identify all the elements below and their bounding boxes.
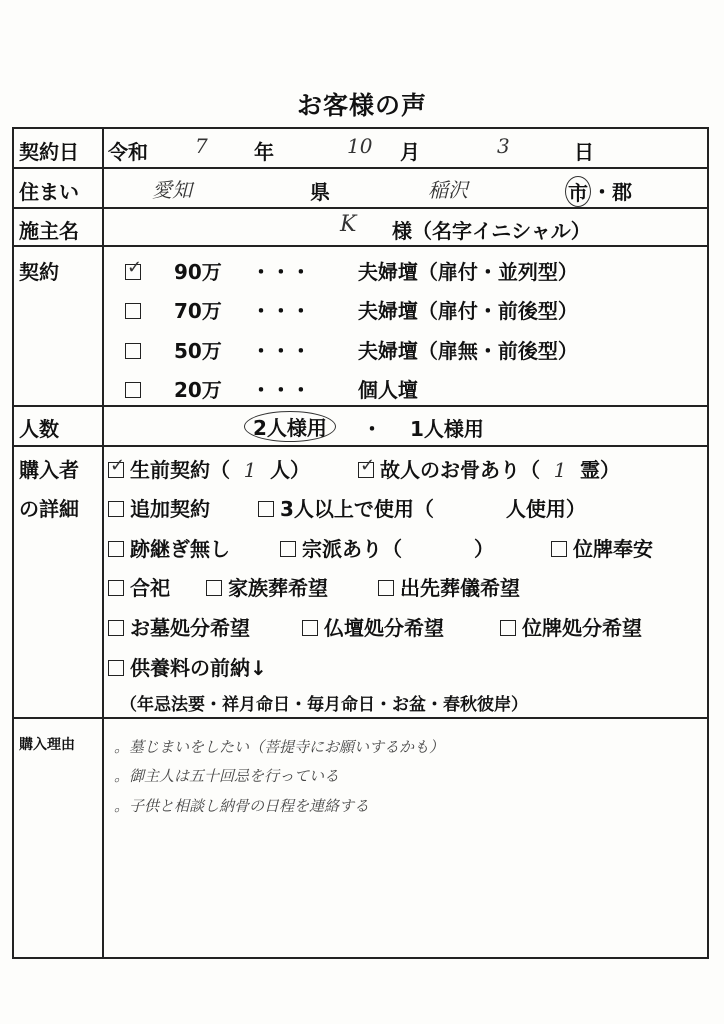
contract-year-field[interactable]: 7 xyxy=(195,134,208,158)
pre-contract-option[interactable] xyxy=(108,454,310,483)
people-option-2[interactable] xyxy=(244,411,336,442)
checkbox[interactable] xyxy=(125,343,141,359)
divider xyxy=(14,717,709,719)
option-text: 仏壇処分希望 xyxy=(324,616,444,640)
option-text: 3人以上で使用（ xyxy=(280,497,434,521)
option-price: 90万 xyxy=(173,260,222,284)
checkbox[interactable] xyxy=(280,541,296,557)
option-dots: ・・・ xyxy=(250,378,311,402)
owner-label: 施主名 xyxy=(19,219,79,243)
deceased-bones-count-field[interactable]: 1 xyxy=(553,458,567,482)
checkbox[interactable] xyxy=(500,620,516,636)
checkbox[interactable] xyxy=(125,382,141,398)
three-plus-option[interactable] xyxy=(258,493,586,522)
checkbox[interactable] xyxy=(378,580,394,596)
reason-label: 購入理由 xyxy=(19,737,75,753)
contract-label: 契約 xyxy=(19,260,59,284)
option-text: 供養料の前納↓ xyxy=(130,656,267,680)
checkbox[interactable] xyxy=(108,580,124,596)
option-text: 故人のお骨あり（ xyxy=(380,458,540,482)
option-price: 70万 xyxy=(173,299,222,323)
option-desc: 個人壇 xyxy=(357,378,418,402)
prefecture-unit: 県 xyxy=(310,180,330,204)
outside-funeral-option[interactable] xyxy=(378,572,520,601)
page-title: お客様の声 xyxy=(296,91,427,120)
checkbox[interactable] xyxy=(258,501,274,517)
divider xyxy=(14,445,709,447)
option-desc: 夫婦壇（扉無・前後型） xyxy=(357,339,578,363)
divider xyxy=(14,207,709,209)
option-text: 宗派あり（ xyxy=(302,537,402,561)
checkbox[interactable] xyxy=(108,541,124,557)
gun-unit: 郡 xyxy=(612,180,632,204)
day-unit: 日 xyxy=(574,140,594,164)
people-separator: ・ xyxy=(362,417,382,441)
contract-month-field[interactable]: 10 xyxy=(347,134,373,158)
city-unit-circled: 市 xyxy=(565,176,591,207)
option-dots: ・・・ xyxy=(250,260,311,284)
grave-disposal-option[interactable] xyxy=(108,612,250,641)
contract-option-70[interactable] xyxy=(125,295,578,324)
option-text-end: ） xyxy=(474,537,494,561)
option-desc: 夫婦壇（扉付・並列型） xyxy=(357,260,578,284)
selected-circle: 2人様用 xyxy=(244,411,336,442)
checkbox[interactable] xyxy=(302,620,318,636)
prepay-note: （年忌法要・祥月命日・毎月命日・お盆・春秋彼岸） xyxy=(120,695,528,715)
reason-line[interactable]: 。子供と相談し納骨の日程を連絡する xyxy=(114,797,370,815)
family-funeral-option[interactable] xyxy=(206,572,328,601)
option-price: 50万 xyxy=(173,339,222,363)
option-dots: ・・・ xyxy=(250,339,311,363)
option-text: 出先葬儀希望 xyxy=(400,576,520,600)
prepay-option[interactable] xyxy=(108,652,267,681)
option-text-end: 人） xyxy=(270,458,310,482)
contract-option-20[interactable] xyxy=(125,374,418,403)
people-option-1[interactable]: 1人様用 xyxy=(410,417,484,441)
month-unit: 月 xyxy=(400,140,420,164)
people-label: 人数 xyxy=(19,417,59,441)
checkbox-checked[interactable] xyxy=(108,462,124,478)
additional-option[interactable] xyxy=(108,493,210,522)
option-desc: 夫婦壇（扉付・前後型） xyxy=(357,299,578,323)
contract-date-label: 契約日 xyxy=(19,140,79,164)
owner-initial-field[interactable]: K xyxy=(340,212,357,237)
option-text: 位牌処分希望 xyxy=(522,616,642,640)
checkbox[interactable] xyxy=(551,541,567,557)
divider xyxy=(14,245,709,247)
divider xyxy=(102,129,104,959)
buyer-label-line1: 購入者 xyxy=(19,458,79,482)
ihai-option[interactable] xyxy=(551,533,653,562)
checkbox[interactable] xyxy=(108,501,124,517)
option-text: お墓処分希望 xyxy=(130,616,250,640)
contract-day-field[interactable]: 3 xyxy=(497,134,510,158)
sect-option[interactable] xyxy=(280,533,494,562)
year-unit: 年 xyxy=(254,140,274,164)
owner-suffix: 様（名字イニシャル） xyxy=(392,219,591,243)
goushi-option[interactable] xyxy=(108,572,170,601)
pre-contract-count-field[interactable]: 1 xyxy=(243,458,257,482)
option-text-end: 人使用） xyxy=(505,497,586,521)
checkbox[interactable] xyxy=(206,580,222,596)
checkbox-checked[interactable] xyxy=(125,264,141,280)
option-text-end: 霊） xyxy=(580,458,620,482)
option-text: 合祀 xyxy=(130,576,170,600)
prefecture-field[interactable]: 愛知 xyxy=(152,178,192,202)
checkbox[interactable] xyxy=(108,620,124,636)
divider xyxy=(14,167,709,169)
city-gun-separator: ・ xyxy=(592,180,612,204)
city-unit xyxy=(565,176,591,207)
ihai-disposal-option[interactable] xyxy=(500,612,642,641)
altar-disposal-option[interactable] xyxy=(302,612,444,641)
address-label: 住まい xyxy=(19,180,79,204)
buyer-label-line2: の詳細 xyxy=(19,497,79,521)
deceased-bones-option[interactable] xyxy=(358,454,620,483)
no-successor-option[interactable] xyxy=(108,533,230,562)
option-price: 20万 xyxy=(173,378,222,402)
option-text: 家族葬希望 xyxy=(228,576,328,600)
option-text: 位牌奉安 xyxy=(573,537,653,561)
option-text: 跡継ぎ無し xyxy=(130,537,230,561)
option-text: 生前契約（ xyxy=(130,458,230,482)
divider xyxy=(14,405,709,407)
checkbox[interactable] xyxy=(108,660,124,676)
city-field[interactable]: 稲沢 xyxy=(428,178,468,202)
era-label: 令和 xyxy=(108,140,148,164)
reason-line[interactable]: 。御主人は五十回忌を行っている xyxy=(114,767,340,785)
checkbox-checked[interactable] xyxy=(358,462,374,478)
checkbox[interactable] xyxy=(125,303,141,319)
option-dots: ・・・ xyxy=(250,299,311,323)
reason-line[interactable]: 。墓じまいをしたい（菩提寺にお願いするかも） xyxy=(114,738,445,756)
contract-option-90[interactable] xyxy=(125,256,578,285)
option-text: 追加契約 xyxy=(130,497,210,521)
contract-option-50[interactable] xyxy=(125,335,578,364)
